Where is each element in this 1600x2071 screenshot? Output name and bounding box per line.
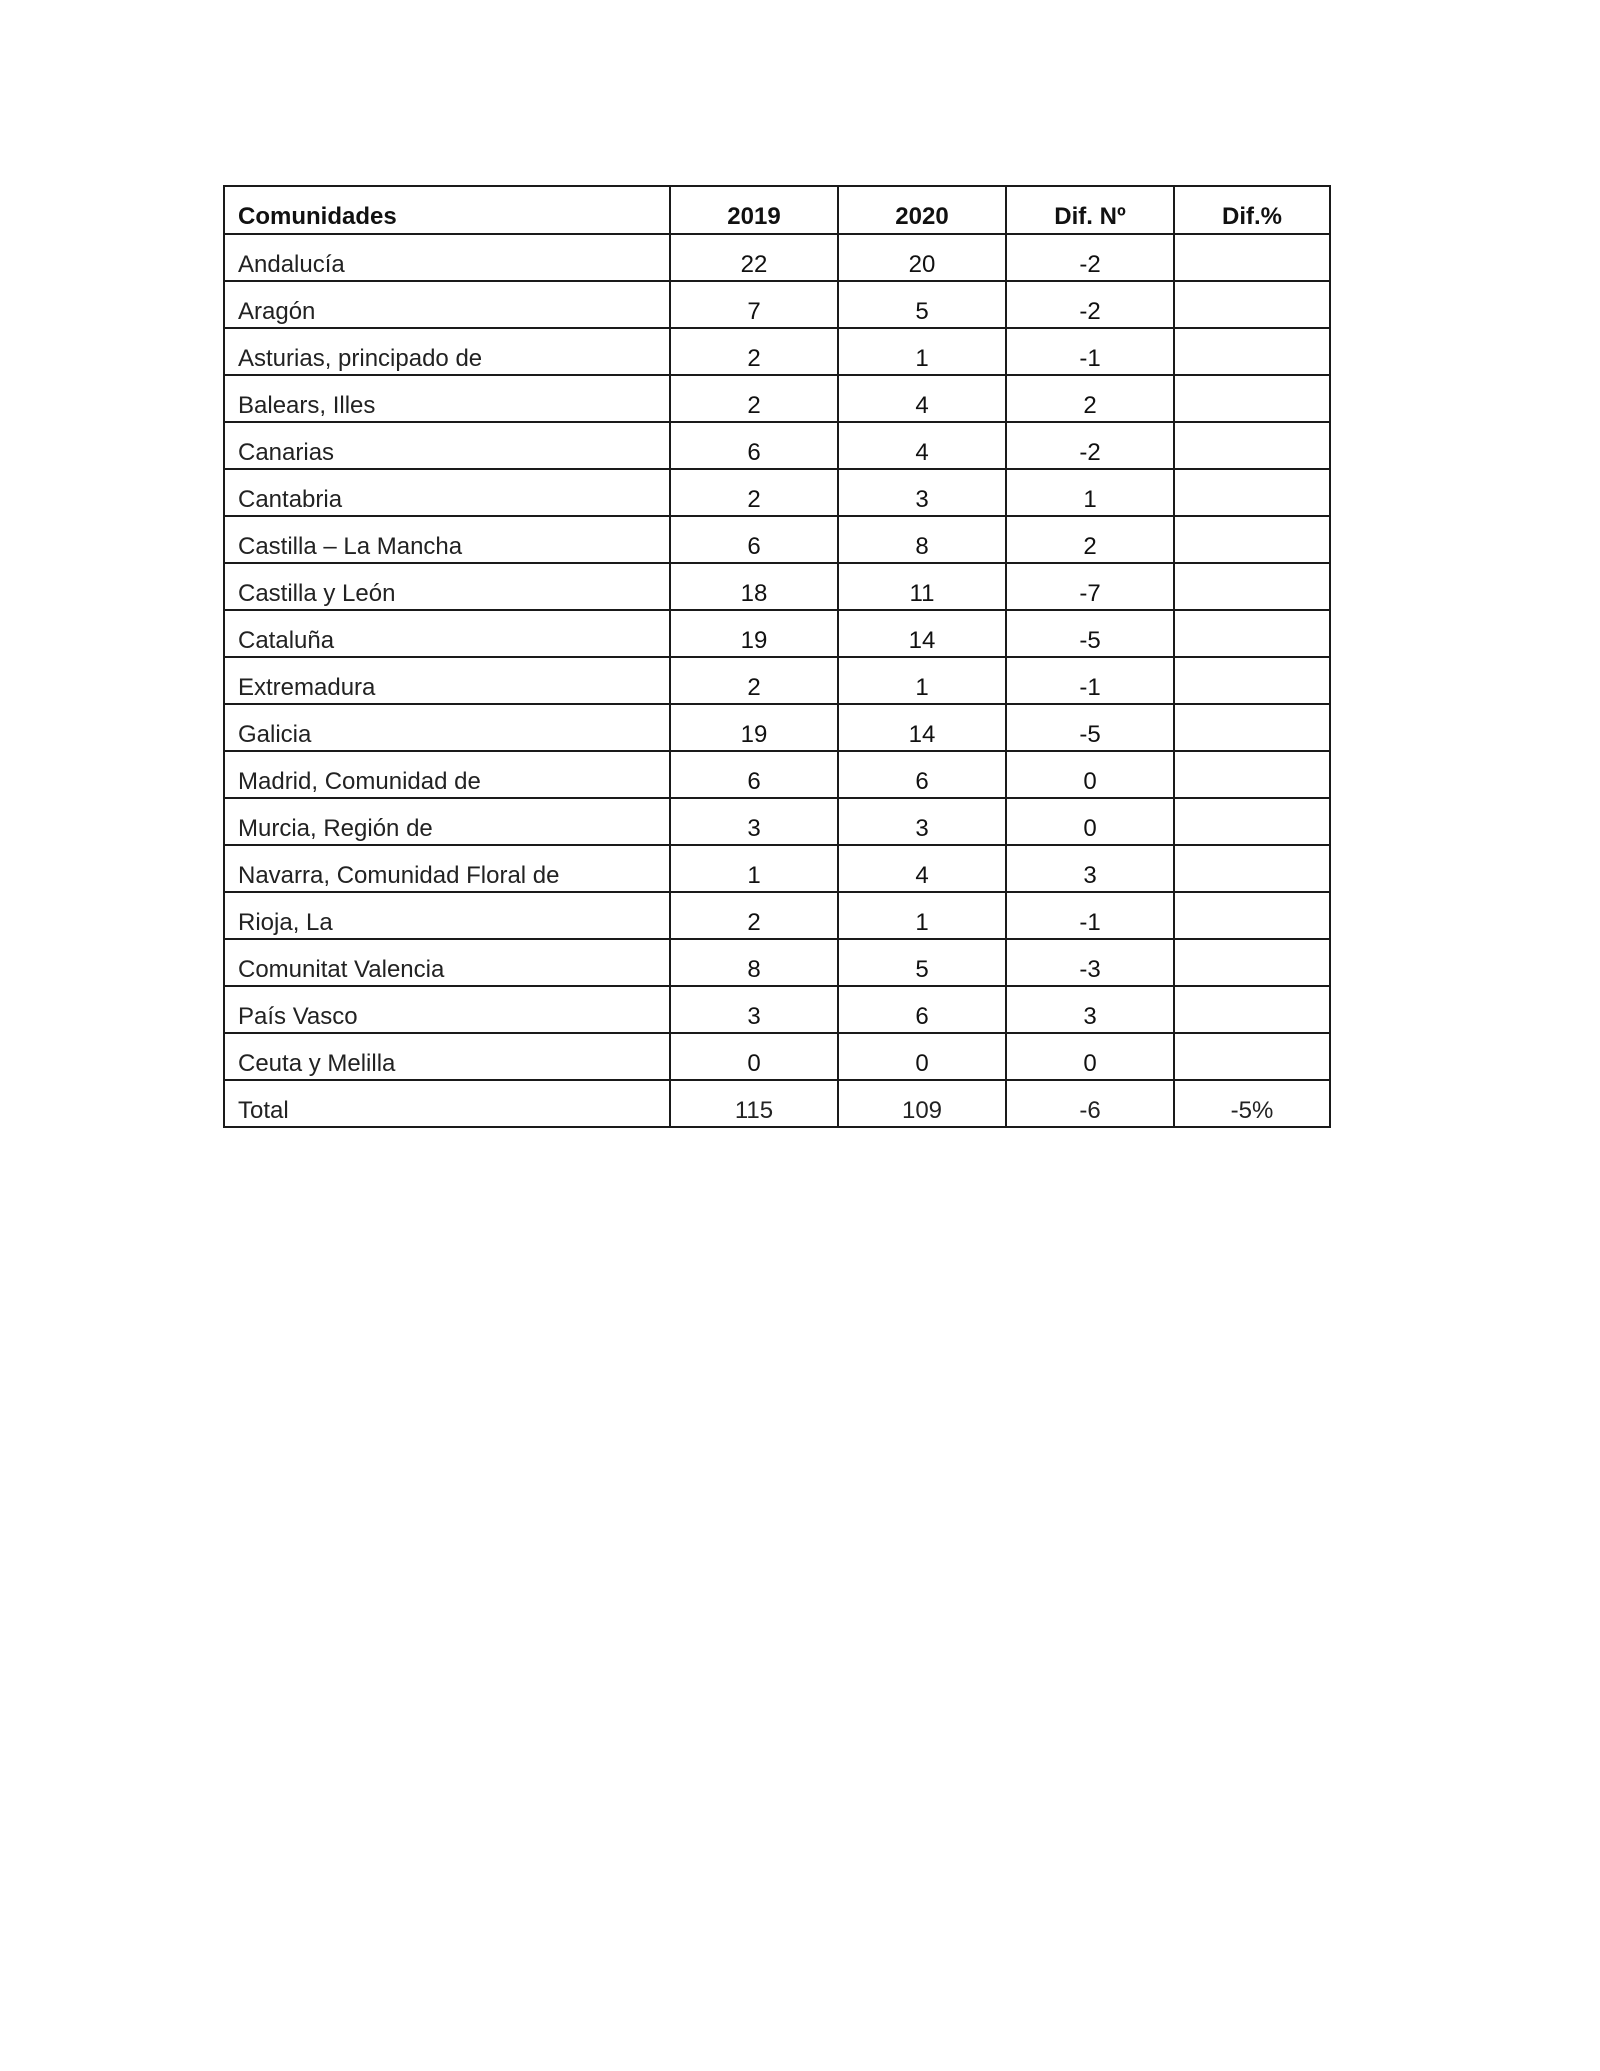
cell-dif-pct [1174, 610, 1330, 657]
table-row [224, 657, 1330, 704]
cell-2020: 4 [838, 422, 1006, 469]
cell-2020: 8 [838, 516, 1006, 563]
cell-dif-pct [1174, 657, 1330, 704]
cell-2020: 3 [838, 798, 1006, 845]
cell-dif-pct [1174, 751, 1330, 798]
column-header-2019: 2019 [670, 186, 838, 234]
cell-comunidad: Castilla y León [224, 563, 670, 610]
total-row [224, 1080, 1330, 1127]
cell-2019: 3 [670, 798, 838, 845]
cell-2020: 5 [838, 939, 1006, 986]
cell-dif-pct [1174, 892, 1330, 939]
comunidades-table [223, 185, 1331, 1128]
cell-dif-n: -1 [1006, 892, 1174, 939]
total-dif-n: -6 [1006, 1080, 1174, 1127]
cell-2020: 4 [838, 375, 1006, 422]
cell-2019: 6 [670, 751, 838, 798]
cell-dif-n: -2 [1006, 422, 1174, 469]
table-row [224, 516, 1330, 563]
cell-2020: 1 [838, 328, 1006, 375]
cell-dif-n: -1 [1006, 328, 1174, 375]
cell-2020: 0 [838, 1033, 1006, 1080]
cell-dif-n: -1 [1006, 657, 1174, 704]
cell-dif-pct [1174, 375, 1330, 422]
cell-comunidad: Canarias [224, 422, 670, 469]
column-header-2020: 2020 [838, 186, 1006, 234]
cell-dif-pct [1174, 986, 1330, 1033]
cell-dif-pct [1174, 939, 1330, 986]
total-2020: 109 [838, 1080, 1006, 1127]
cell-dif-pct [1174, 845, 1330, 892]
cell-dif-pct [1174, 281, 1330, 328]
table-row [224, 469, 1330, 516]
table-row [224, 892, 1330, 939]
cell-2020: 4 [838, 845, 1006, 892]
table-body [224, 234, 1330, 1080]
cell-dif-n: 0 [1006, 751, 1174, 798]
cell-2019: 2 [670, 892, 838, 939]
cell-dif-pct [1174, 798, 1330, 845]
cell-2019: 2 [670, 375, 838, 422]
cell-dif-n: -2 [1006, 234, 1174, 281]
cell-comunidad: Ceuta y Melilla [224, 1033, 670, 1080]
cell-dif-n: -2 [1006, 281, 1174, 328]
table-row [224, 798, 1330, 845]
cell-comunidad: Rioja, La [224, 892, 670, 939]
cell-dif-n: 1 [1006, 469, 1174, 516]
table-row [224, 328, 1330, 375]
table-row [224, 281, 1330, 328]
cell-2020: 14 [838, 704, 1006, 751]
cell-comunidad: Galicia [224, 704, 670, 751]
cell-2019: 18 [670, 563, 838, 610]
cell-2019: 2 [670, 469, 838, 516]
cell-2020: 6 [838, 751, 1006, 798]
cell-comunidad: Andalucía [224, 234, 670, 281]
table-row [224, 1033, 1330, 1080]
cell-comunidad: Castilla – La Mancha [224, 516, 670, 563]
table-row [224, 422, 1330, 469]
cell-2020: 3 [838, 469, 1006, 516]
total-dif-pct: -5% [1174, 1080, 1330, 1127]
cell-2020: 20 [838, 234, 1006, 281]
cell-comunidad: Navarra, Comunidad Floral de [224, 845, 670, 892]
column-header-dif-n: Dif. Nº [1006, 186, 1174, 234]
table-row [224, 986, 1330, 1033]
cell-2019: 7 [670, 281, 838, 328]
cell-2020: 1 [838, 892, 1006, 939]
total-label: Total [224, 1080, 670, 1127]
cell-2019: 22 [670, 234, 838, 281]
cell-comunidad: Balears, Illes [224, 375, 670, 422]
cell-comunidad: Cataluña [224, 610, 670, 657]
cell-dif-pct [1174, 563, 1330, 610]
table-row [224, 939, 1330, 986]
cell-dif-n: 0 [1006, 1033, 1174, 1080]
table-row [224, 704, 1330, 751]
cell-comunidad: Aragón [224, 281, 670, 328]
cell-2019: 8 [670, 939, 838, 986]
cell-dif-n: 2 [1006, 375, 1174, 422]
cell-2020: 5 [838, 281, 1006, 328]
cell-2020: 14 [838, 610, 1006, 657]
cell-2019: 19 [670, 610, 838, 657]
cell-dif-n: -7 [1006, 563, 1174, 610]
cell-comunidad: Murcia, Región de [224, 798, 670, 845]
table-row [224, 845, 1330, 892]
cell-dif-pct [1174, 704, 1330, 751]
cell-comunidad: País Vasco [224, 986, 670, 1033]
cell-dif-pct [1174, 469, 1330, 516]
table-row [224, 751, 1330, 798]
table-row [224, 610, 1330, 657]
cell-2020: 6 [838, 986, 1006, 1033]
total-2019: 115 [670, 1080, 838, 1127]
table-row [224, 375, 1330, 422]
cell-dif-pct [1174, 516, 1330, 563]
table-row [224, 563, 1330, 610]
cell-dif-pct [1174, 328, 1330, 375]
column-header-dif-pct: Dif.% [1174, 186, 1330, 234]
cell-2019: 6 [670, 516, 838, 563]
cell-2020: 11 [838, 563, 1006, 610]
cell-comunidad: Madrid, Comunidad de [224, 751, 670, 798]
cell-2019: 19 [670, 704, 838, 751]
cell-comunidad: Cantabria [224, 469, 670, 516]
cell-2019: 6 [670, 422, 838, 469]
cell-comunidad: Asturias, principado de [224, 328, 670, 375]
cell-dif-n: 0 [1006, 798, 1174, 845]
cell-dif-n: 2 [1006, 516, 1174, 563]
column-header-comunidades: Comunidades [224, 186, 670, 234]
cell-2019: 2 [670, 328, 838, 375]
cell-dif-pct [1174, 1033, 1330, 1080]
cell-2019: 2 [670, 657, 838, 704]
cell-dif-pct [1174, 234, 1330, 281]
cell-2019: 1 [670, 845, 838, 892]
cell-2020: 1 [838, 657, 1006, 704]
cell-2019: 3 [670, 986, 838, 1033]
cell-dif-n: 3 [1006, 986, 1174, 1033]
cell-dif-n: -5 [1006, 610, 1174, 657]
table-row [224, 234, 1330, 281]
cell-dif-n: -3 [1006, 939, 1174, 986]
cell-dif-n: -5 [1006, 704, 1174, 751]
cell-dif-pct [1174, 422, 1330, 469]
cell-comunidad: Extremadura [224, 657, 670, 704]
cell-dif-n: 3 [1006, 845, 1174, 892]
cell-comunidad: Comunitat Valencia [224, 939, 670, 986]
cell-2019: 0 [670, 1033, 838, 1080]
table-header-row [224, 186, 1330, 234]
